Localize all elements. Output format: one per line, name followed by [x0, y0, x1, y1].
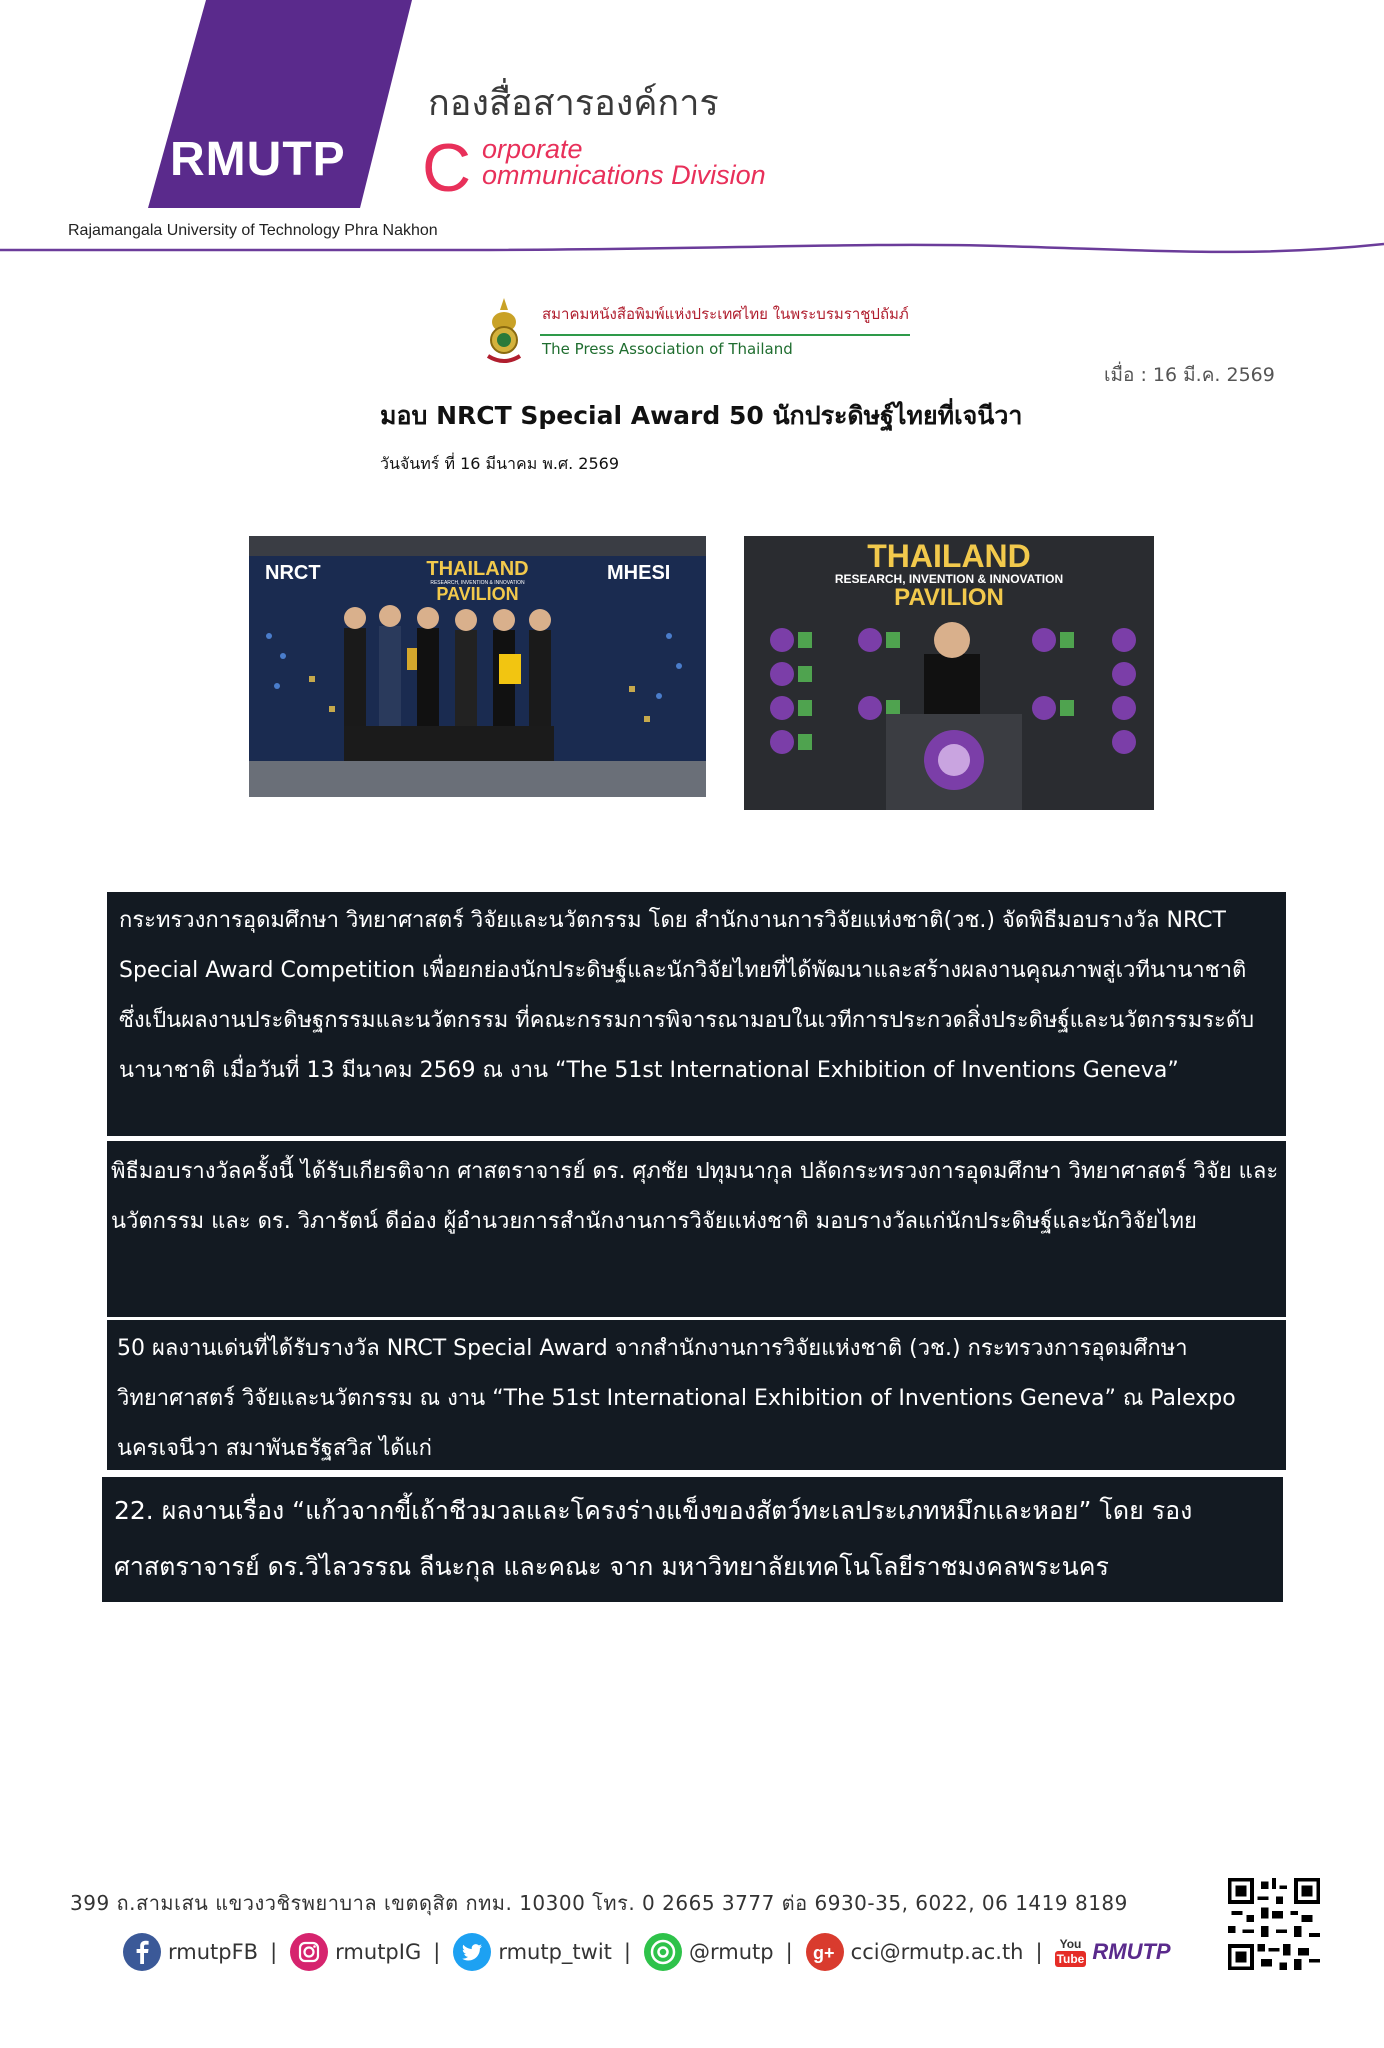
separator: | [270, 1940, 278, 1964]
department-initial: C [422, 130, 472, 206]
photo1-sign-subtitle: RESEARCH, INVENTION & INNOVATION [430, 580, 525, 586]
paragraph-1: กระทรวงการอุดมศึกษา วิทยาศาสตร์ วิจัยและนวัตกรรม โดย สำนักงานการวิจัยแห่งชาติ(วช.) จัดพิธีมอบรางวัล NRCT Special Award Competition เพื่อยกย่องนักประดิษฐ์และนักวิจัยไทยที่ได้พัฒนาและสร้างผลงานคุณภาพสู่เวทีนานาชาติ ซึ่งเป็นผลงานประดิษฐกรรมและนวัตกรรม ที่คณะกรรมการพิจารณามอบในเวทีการประกวดสิ่งประดิษฐ์และนวัตกรรมระดับนานาชาติ เมื่อวันที่ 13 มีนาคม 2569 ณ งาน “The 51st International Exhibition of Inventions Geneva” [119, 908, 1255, 1083]
paragraph-box-1 [107, 892, 1286, 1136]
photo2-sign-pavilion: PAVILION [894, 584, 1004, 611]
youtube-logo-you: You [1059, 1937, 1082, 1951]
line-handle: @rmutp [688, 1940, 774, 1964]
google-plus-icon [805, 1932, 845, 1972]
article-title: มอบ NRCT Special Award 50 นักประดิษฐ์ไทยที่เจนีวา [380, 401, 1023, 430]
university-name: Rajamangala University of Technology Phra Nakhon [68, 222, 438, 239]
paragraph-box-2 [107, 1141, 1286, 1317]
svg-text:g+: g+ [812, 1943, 835, 1963]
twitter-handle: rmutp_twit [498, 1940, 612, 1964]
header-divider-curve [0, 236, 1384, 276]
paragraph-2: พิธีมอบรางวัลครั้งนี้ ได้รับเกียรติจาก ศาสตราจารย์ ดร. ศุภชัย ปทุมนากุล ปลัดกระทรวงการอุดมศึกษา วิทยาศาสตร์ วิจัย และนวัตกรรม และ ดร. วิภารัตน์ ดีอ่อง ผู้อำนวยการสำนักงานการวิจัยแห่งชาติ มอบรางวัลแก่นักประดิษฐ์และนักวิจัยไทย [111, 1159, 1279, 1234]
published-date: เมื่อ : 16 มี.ค. 2569 [1104, 364, 1275, 386]
separator: | [433, 1940, 441, 1964]
email-address: cci@rmutp.ac.th [850, 1940, 1024, 1964]
paragraph-3: 50 ผลงานเด่นที่ได้รับรางวัล NRCT Special Award จากสำนักงานการวิจัยแห่งชาติ (วช.) กระทรวงการอุดมศึกษา วิทยาศาสตร์ วิจัยและนวัตกรรม ณ งาน “The 51st International Exhibition of Inventions Geneva” ณ Palexpo นครเจนีวา สมาพันธรัฐสวิส ได้แก่ [117, 1336, 1236, 1461]
department-name-en-line2: ommunications Division [482, 160, 766, 190]
youtube-icon [1055, 1937, 1087, 1967]
separator: | [1035, 1940, 1043, 1964]
instagram-handle: rmutpIG [335, 1940, 422, 1964]
paragraph-box-3 [107, 1320, 1286, 1470]
twitter-link[interactable] [452, 1932, 612, 1972]
department-name-en-line1: orporate [482, 134, 583, 164]
instagram-link[interactable] [289, 1932, 421, 1972]
google-plus-link[interactable] [805, 1932, 1024, 1972]
press-association-seal-icon [484, 296, 524, 366]
line-link[interactable] [643, 1932, 774, 1972]
facebook-handle: rmutpFB [168, 1940, 259, 1964]
photo1-sign-nrct: NRCT [265, 562, 321, 584]
photo2-sign-subtitle: RESEARCH, INVENTION & INNOVATION [834, 572, 1064, 586]
press-divider [540, 334, 910, 336]
photo-speaker-podium [744, 536, 1154, 810]
press-association-name-th: สมาคมหนังสือพิมพ์แห่งประเทศไทย ในพระบรมราชูปถัมภ์ [542, 305, 909, 323]
youtube-logo-tube: Tube [1056, 1952, 1085, 1966]
footer-address: 399 ถ.สามเสน แขวงวชิรพยาบาล เขตดุสิต กทม. 10300 โทร. 0 2665 3777 ต่อ 6930-35, 6022, 06 1419 8189 [70, 1891, 1128, 1915]
separator: | [785, 1940, 793, 1964]
article-date: วันจันทร์ ที่ 16 มีนาคม พ.ศ. 2569 [380, 454, 620, 473]
facebook-link[interactable] [122, 1932, 258, 1972]
twitter-icon [452, 1932, 492, 1972]
facebook-icon [122, 1932, 162, 1972]
photo2-sign-thailand: THAILAND [867, 538, 1031, 574]
photo1-sign-pavilion: PAVILION [436, 584, 519, 604]
youtube-channel: RMUTP [1092, 1939, 1171, 1964]
footer-social-links [122, 1928, 1171, 1976]
department-name-th: กองสื่อสารองค์การ [428, 83, 719, 124]
photo1-sign-mhesi: MHESI [607, 562, 671, 584]
photo-award-group [249, 536, 706, 797]
line-icon [643, 1932, 683, 1972]
qr-code-icon [1228, 1878, 1320, 1970]
separator: | [623, 1940, 631, 1964]
photo1-sign-thailand: THAILAND [426, 558, 529, 580]
youtube-link[interactable] [1055, 1937, 1171, 1967]
paragraph-box-4 [102, 1477, 1283, 1602]
press-association-name-en: The Press Association of Thailand [542, 340, 793, 358]
rmutp-logo-text: RMUTP [170, 133, 346, 186]
paragraph-4: 22. ผลงานเรื่อง “แก้วจากขี้เถ้าชีวมวลและโครงร่างแข็งของสัตว์ทะเลประเภทหมึกและหอย” โดย รองศาสตราจารย์ ดร.วิไลวรรณ ลีนะกุล และคณะ จาก มหาวิทยาลัยเทคโนโลยีราชมงคลพระนคร [114, 1496, 1193, 1581]
instagram-icon [289, 1932, 329, 1972]
